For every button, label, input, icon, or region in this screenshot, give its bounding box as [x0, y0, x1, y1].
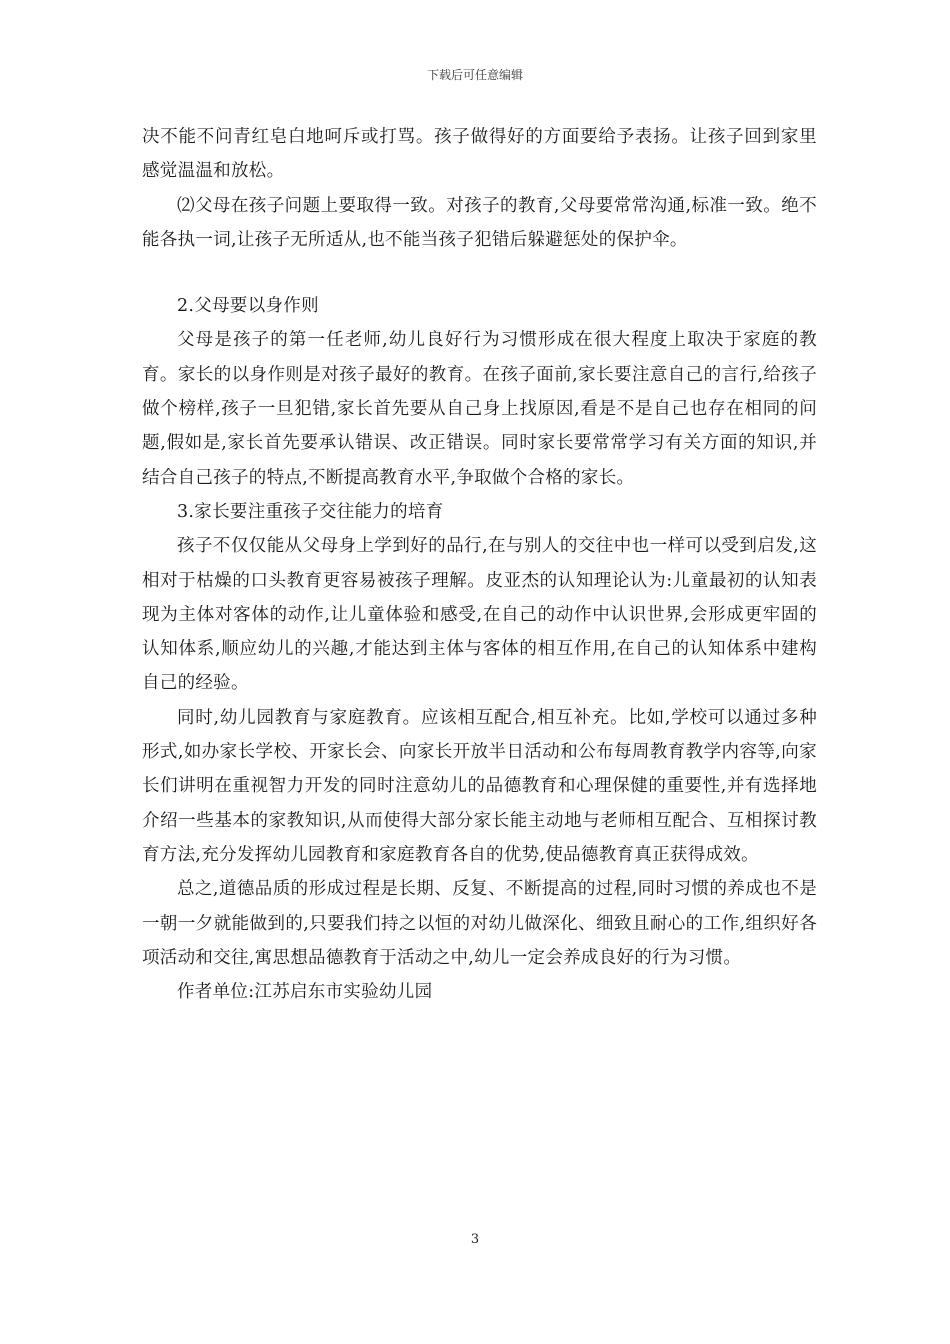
paragraph-continuation: 决不能不问青红皂白地呵斥或打骂。孩子做得好的方面要给予表扬。让孩子回到家里感觉温温和放松。 — [142, 127, 817, 182]
section-heading-3: 3.家长要注重孩子交往能力的培育 — [177, 501, 444, 522]
paragraph-social-ability: 孩子不仅仅能从父母身上学到好的品行,在与别人的交往中也一样可以受到启发,这相对于枯燥的口头教育更容易被孩子理解。皮亚杰的认知理论认为:儿童最初的认知表现为主体对客体的动作,让儿童体验和感受,在自己的动作中认识世界,会形成更牢固的认知体系,顺应幼儿的兴趣,才能达到主体与客体的相互作用,在自己的认知体系中建构自己的经验。 — [142, 536, 817, 694]
paragraph-lead-by-example: 父母是孩子的第一任老师,幼儿良好行为习惯形成在很大程度上取决于家庭的教育。家长的以身作则是对孩子最好的教育。在孩子面前,家长要注意自己的言行,给孩子做个榜样,孩子一旦犯错,家长首先要从自己身上找原因,看是不是自己也存在相同的问题,假如是,家长首先要承认错误、改正错误。同时家长要常常学习有关方面的知识,并结合自己孩子的特点,不断提高教育水平,争取做个合格的家长。 — [142, 330, 817, 488]
paragraph-school-home-cooperation: 同时,幼儿园教育与家庭教育。应该相互配合,相互补充。比如,学校可以通过多种形式,如办家长学校、开家长会、向家长开放半日活动和公布每周教育教学内容等,向家长们讲明在重视智力开发的同时注意幼儿的品德教育和心理保健的重要性,并有选择地介绍一些基本的家教知识,从而使得大部分家长能主动地与老师相互配合、互相探讨教育方法,充分发挥幼儿园教育和家庭教育各自的优势,使品德教育真正获得成效。 — [142, 707, 817, 865]
page-number: 3 — [470, 1232, 480, 1247]
page-header: 下载后可任意编辑 — [426, 68, 523, 82]
document-body — [142, 120, 817, 1009]
paragraph-conclusion: 总之,道德品质的形成过程是长期、反复、不断提高的过程,同时习惯的养成也不是一朝一夕就能做到的,只要我们持之以恒的对幼儿做深化、细致且耐心的工作,组织好各项活动和交往,寓思想品德教育于活动之中,幼儿一定会养成良好的行为习惯。 — [142, 879, 817, 968]
paragraph-gap — [142, 257, 817, 289]
author-affiliation: 作者单位:江苏启东市实验幼儿园 — [177, 982, 433, 1003]
section-heading-2: 2.父母要以身作则 — [177, 296, 319, 317]
paragraph-parents-consistency: ⑵父母在孩子问题上要取得一致。对孩子的教育,父母要常常沟通,标准一致。绝不能各执一词,让孩子无所适从,也不能当孩子犯错后躲避惩处的保护伞。 — [142, 195, 817, 250]
